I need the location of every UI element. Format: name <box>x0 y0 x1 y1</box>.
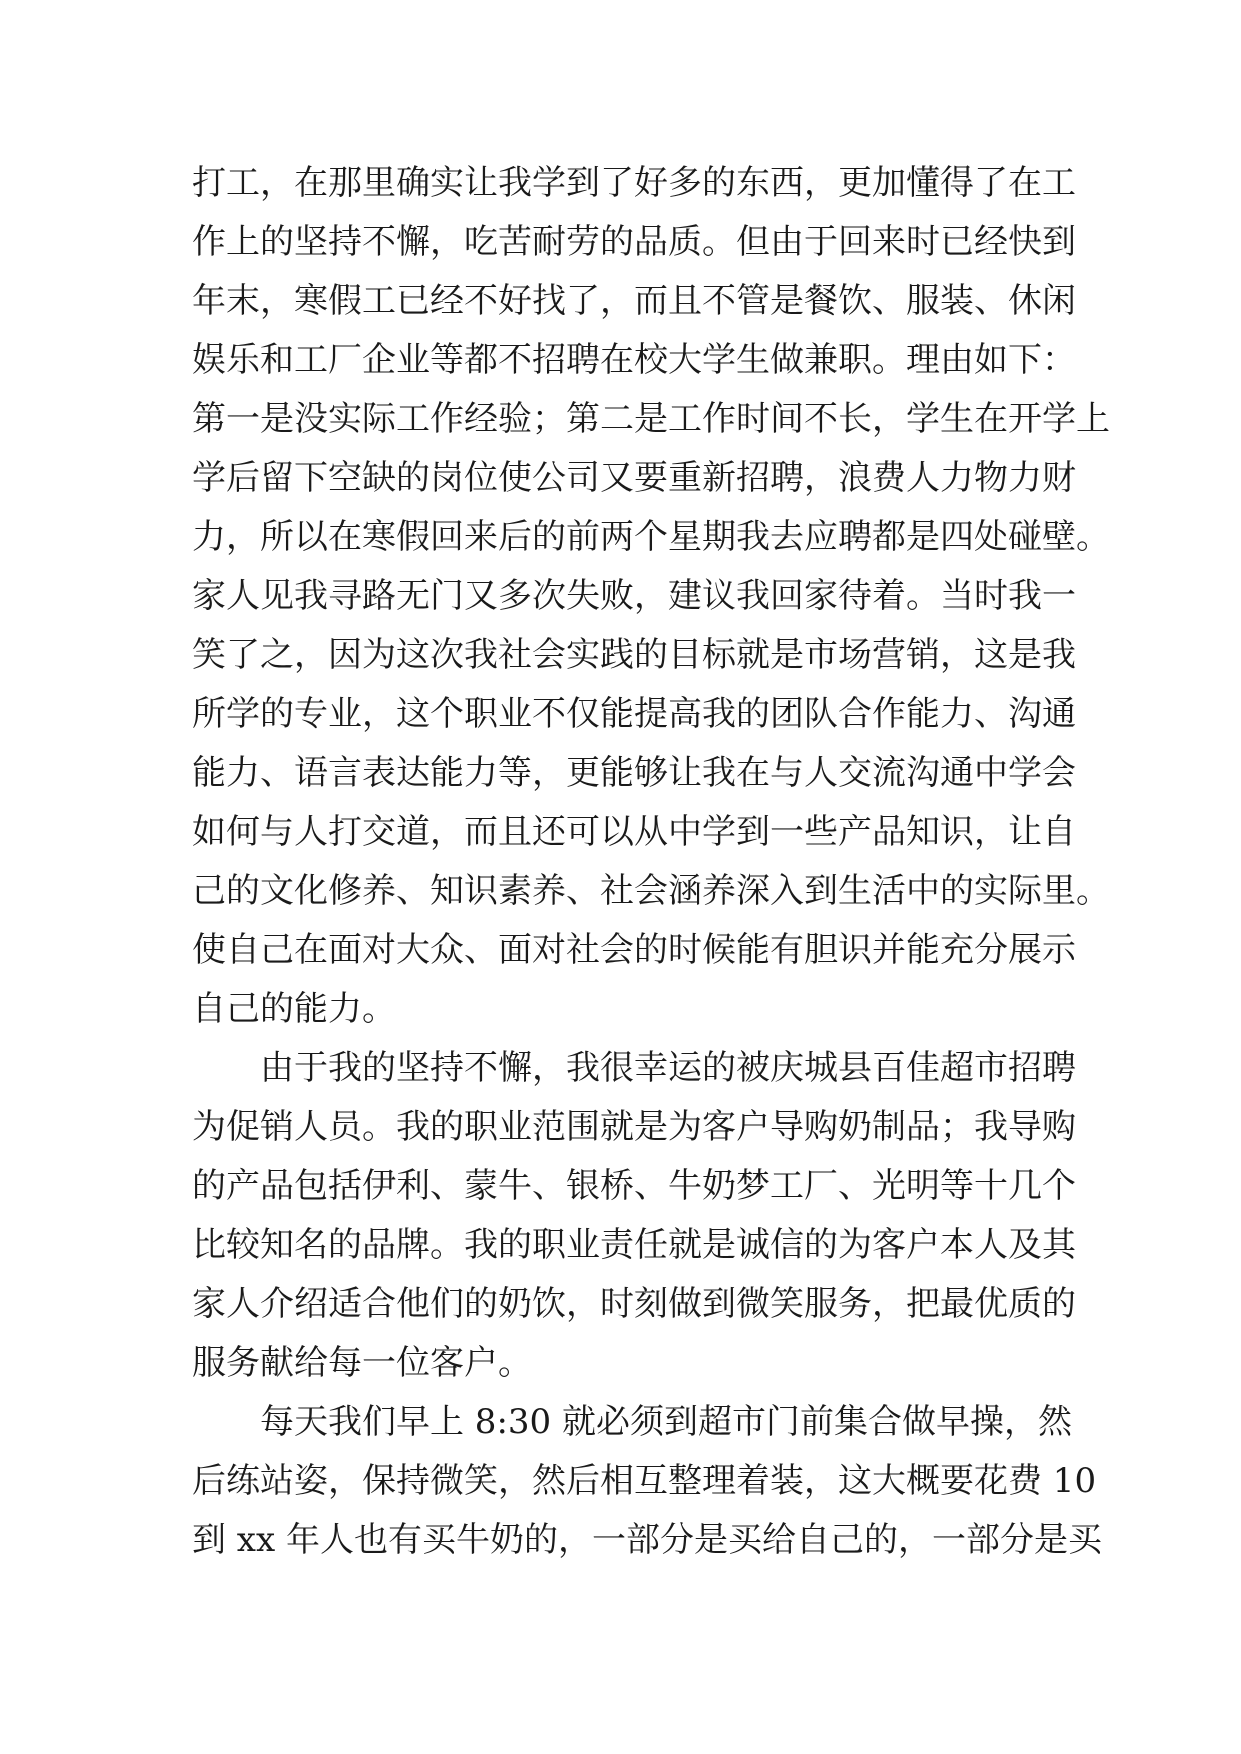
text-line: 自己的能力。 <box>192 989 396 1029</box>
text-line: 比较知名的品牌。我的职业责任就是诚信的为客户本人及其 <box>192 1225 1076 1265</box>
text-line: 己的文化修养、知识素养、社会涵养深入到生活中的实际里。 <box>192 871 1110 911</box>
text-line: 笑了之，因为这次我社会实践的目标就是市场营销，这是我 <box>192 635 1076 675</box>
text-line: 学后留下空缺的岗位使公司又要重新招聘，浪费人力物力财 <box>192 458 1076 498</box>
text-line: 如何与人打交道，而且还可以从中学到一些产品知识，让自 <box>192 812 1076 852</box>
text-line: 年末，寒假工已经不好找了，而且不管是餐饮、服装、休闲 <box>192 281 1076 321</box>
text-line: 打工，在那里确实让我学到了好多的东西，更加懂得了在工 <box>192 163 1076 203</box>
paragraph-first-line: 由于我的坚持不懈，我很幸运的被庆城县百佳超市招聘 <box>260 1048 1076 1088</box>
text-line: 到 xx 年人也有买牛奶的，一部分是买给自己的，一部分是买 <box>192 1520 1102 1560</box>
text-line: 为促销人员。我的职业范围就是为客户导购奶制品；我导购 <box>192 1107 1076 1147</box>
body-text <box>192 154 1110 1570</box>
text-line: 后练站姿，保持微笑，然后相互整理着装，这大概要花费 10 <box>192 1461 1097 1501</box>
text-line: 第一是没实际工作经验；第二是工作时间不长，学生在开学上 <box>192 399 1110 439</box>
text-line: 力，所以在寒假回来后的前两个星期我去应聘都是四处碰壁。 <box>192 517 1110 557</box>
text-line: 娱乐和工厂企业等都不招聘在校大学生做兼职。理由如下： <box>192 340 1076 380</box>
text-line: 的产品包括伊利、蒙牛、银桥、牛奶梦工厂、光明等十几个 <box>192 1166 1076 1206</box>
text-line: 服务献给每一位客户。 <box>192 1343 532 1383</box>
paragraph-first-line: 每天我们早上 8:30 就必须到超市门前集合做早操，然 <box>260 1402 1072 1442</box>
text-line: 能力、语言表达能力等，更能够让我在与人交流沟通中学会 <box>192 753 1076 793</box>
text-line: 所学的专业，这个职业不仅能提高我的团队合作能力、沟通 <box>192 694 1076 734</box>
text-line: 使自己在面对大众、面对社会的时候能有胆识并能充分展示 <box>192 930 1076 970</box>
text-line: 家人见我寻路无门又多次失败，建议我回家待着。当时我一 <box>192 576 1076 616</box>
text-line: 家人介绍适合他们的奶饮，时刻做到微笑服务，把最优质的 <box>192 1284 1076 1324</box>
text-line: 作上的坚持不懈，吃苦耐劳的品质。但由于回来时已经快到 <box>192 222 1076 262</box>
